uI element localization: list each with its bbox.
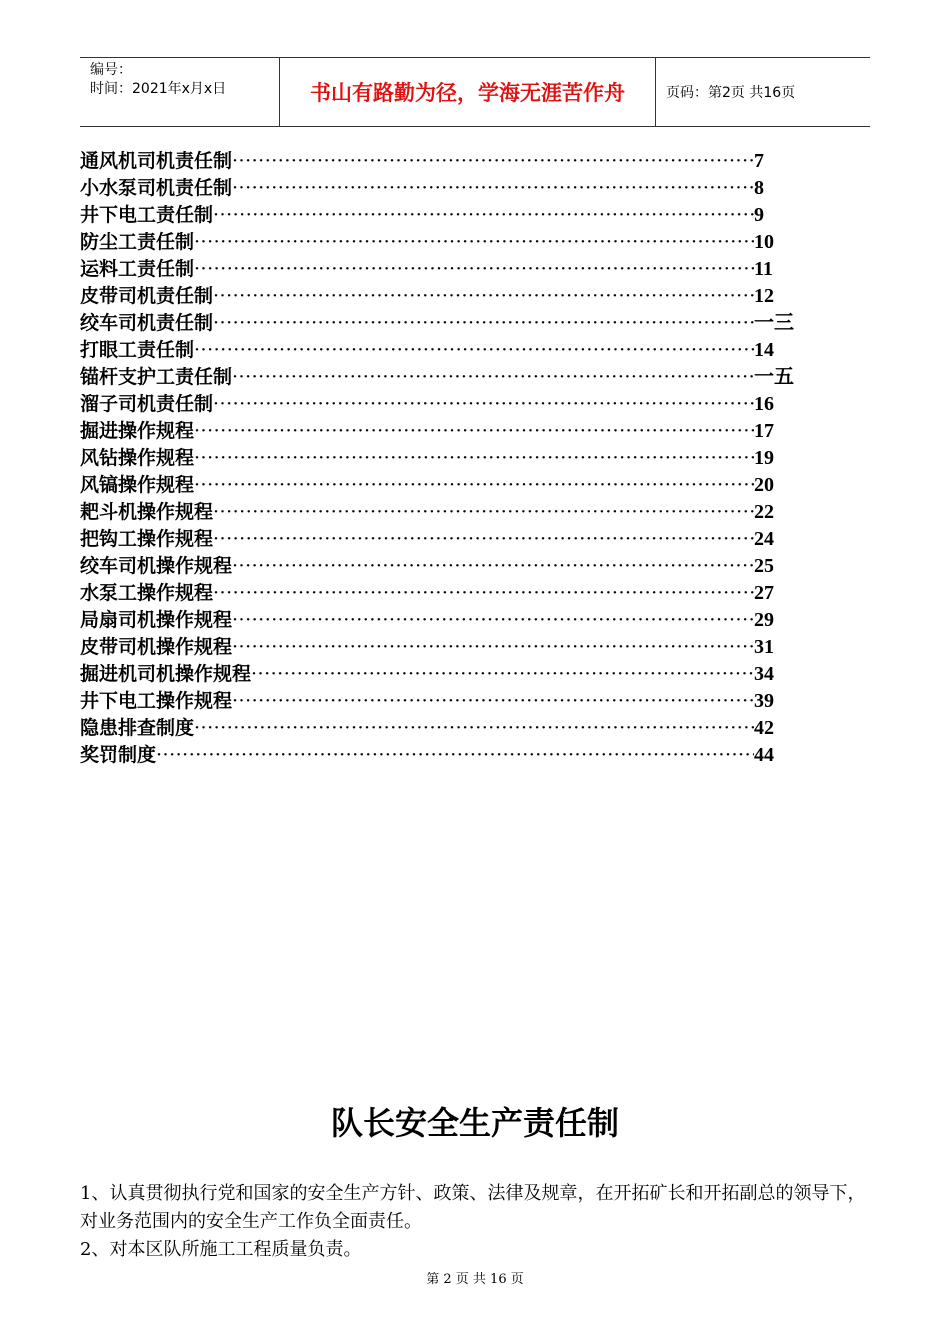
toc-leader-dots: [213, 391, 754, 418]
toc-entry-page: 8: [754, 177, 764, 199]
toc-entry-title: 奖罚制度: [80, 744, 157, 766]
toc-leader-dots: [213, 499, 754, 526]
toc-entry-title: 隐患排查制度: [80, 717, 195, 739]
toc-entry[interactable]: [80, 526, 800, 553]
toc-entry[interactable]: [80, 715, 800, 742]
toc-entry-title: 井下电工责任制: [80, 204, 214, 226]
toc-leader-dots: [232, 553, 754, 580]
toc-entry[interactable]: [80, 580, 800, 607]
toc-entry[interactable]: [80, 256, 800, 283]
toc-leader-dots: [194, 418, 754, 445]
toc-entry[interactable]: [80, 337, 800, 364]
toc-entry-page: 17: [754, 420, 774, 442]
toc-leader-dots: [232, 634, 754, 661]
toc-entry-page: 一五: [754, 366, 794, 388]
toc-entry[interactable]: [80, 742, 800, 769]
time-label: 时间：2021年x月x日: [90, 81, 227, 97]
toc-entry-title: 绞车司机操作规程: [80, 555, 233, 577]
header-meta: [80, 58, 280, 126]
toc-entry-title: 掘进机司机操作规程: [80, 663, 252, 685]
toc-entry-title: 防尘工责任制: [80, 231, 195, 253]
header-motto: 书山有路勤为径，学海无涯苦作舟: [280, 58, 656, 126]
toc-entry-page: 31: [754, 636, 774, 658]
toc-entry[interactable]: [80, 634, 800, 661]
toc-entry[interactable]: [80, 310, 800, 337]
toc-entry-title: 绞车司机责任制: [80, 312, 214, 334]
toc-entry-page: 42: [754, 717, 774, 739]
code-label: 编号：: [90, 62, 132, 78]
toc-entry-page: 一三: [754, 312, 794, 334]
toc-entry[interactable]: [80, 472, 800, 499]
toc-entry[interactable]: [80, 364, 800, 391]
toc-entry-title: 锚杆支护工责任制: [80, 366, 233, 388]
toc-leader-dots: [251, 661, 754, 688]
page-header: [80, 57, 870, 127]
toc-entry-title: 小水泵司机责任制: [80, 177, 233, 199]
toc-entry-page: 19: [754, 447, 774, 469]
paragraph-1: 1、认真贯彻执行党和国家的安全生产方针、政策、法律及规章，在开拓矿长和开拓副总的领导下，对业务范围内的安全生产工作负全面责任。: [80, 1183, 866, 1232]
toc-entry-page: 16: [754, 393, 774, 415]
toc-entry-page: 25: [754, 555, 774, 577]
toc-entry-page: 11: [754, 258, 773, 280]
toc-entry-page: 39: [754, 690, 774, 712]
toc-entry[interactable]: [80, 607, 800, 634]
toc-entry-page: 7: [754, 150, 764, 172]
toc-entry-title: 通风机司机责任制: [80, 150, 233, 172]
header-page-info: 页码：第2页 共16页: [666, 85, 796, 101]
toc-entry-title: 风钻操作规程: [80, 447, 195, 469]
toc-entry[interactable]: [80, 661, 800, 688]
toc-entry-title: 水泵工操作规程: [80, 582, 214, 604]
toc-entry-page: 10: [754, 231, 774, 253]
toc-leader-dots: [232, 364, 754, 391]
toc-leader-dots: [194, 472, 754, 499]
toc-entry-page: 20: [754, 474, 774, 496]
toc-entry-page: 14: [754, 339, 774, 361]
toc-leader-dots: [156, 742, 754, 769]
toc-entry-title: 皮带司机操作规程: [80, 636, 233, 658]
toc-entry-page: 22: [754, 501, 774, 523]
toc-entry-page: 27: [754, 582, 774, 604]
toc-entry-title: 耙斗机操作规程: [80, 501, 214, 523]
toc-entry-page: 9: [754, 204, 764, 226]
toc-leader-dots: [213, 526, 754, 553]
toc-entry-title: 把钩工操作规程: [80, 528, 214, 550]
toc-entry-page: 12: [754, 285, 774, 307]
toc-entry[interactable]: [80, 553, 800, 580]
toc-entry[interactable]: [80, 148, 800, 175]
page-footer: 第 2 页 共 16 页: [426, 1272, 524, 1287]
toc-entry[interactable]: [80, 175, 800, 202]
toc-entry-title: 皮带司机责任制: [80, 285, 214, 307]
table-of-contents: [80, 148, 800, 769]
toc-leader-dots: [194, 229, 754, 256]
toc-entry[interactable]: [80, 499, 800, 526]
toc-entry[interactable]: [80, 391, 800, 418]
paragraph-2: 2、对本区队所施工工程质量负责。: [80, 1239, 362, 1260]
toc-entry-page: 44: [754, 744, 774, 766]
toc-entry-page: 29: [754, 609, 774, 631]
toc-leader-dots: [232, 148, 754, 175]
toc-entry-title: 井下电工操作规程: [80, 690, 233, 712]
toc-leader-dots: [213, 283, 754, 310]
toc-entry[interactable]: [80, 445, 800, 472]
toc-entry-page: 24: [754, 528, 774, 550]
toc-entry[interactable]: [80, 418, 800, 445]
toc-entry-title: 溜子司机责任制: [80, 393, 214, 415]
section-title: 队长安全生产责任制: [330, 1104, 619, 1142]
toc-entry-title: 运料工责任制: [80, 258, 195, 280]
toc-entry[interactable]: [80, 202, 800, 229]
toc-leader-dots: [232, 607, 754, 634]
body-text: [80, 1180, 872, 1264]
toc-entry[interactable]: [80, 688, 800, 715]
toc-leader-dots: [194, 337, 754, 364]
toc-entry-title: 风镐操作规程: [80, 474, 195, 496]
toc-leader-dots: [213, 580, 754, 607]
toc-leader-dots: [232, 688, 754, 715]
toc-entry-title: 打眼工责任制: [80, 339, 195, 361]
toc-leader-dots: [194, 445, 754, 472]
toc-entry-title: 局扇司机操作规程: [80, 609, 233, 631]
toc-leader-dots: [213, 310, 754, 337]
toc-entry[interactable]: [80, 229, 800, 256]
toc-entry-page: 34: [754, 663, 774, 685]
toc-entry-title: 掘进操作规程: [80, 420, 195, 442]
toc-leader-dots: [194, 715, 754, 742]
toc-leader-dots: [213, 202, 754, 229]
toc-leader-dots: [194, 256, 754, 283]
toc-leader-dots: [232, 175, 754, 202]
toc-entry[interactable]: [80, 283, 800, 310]
